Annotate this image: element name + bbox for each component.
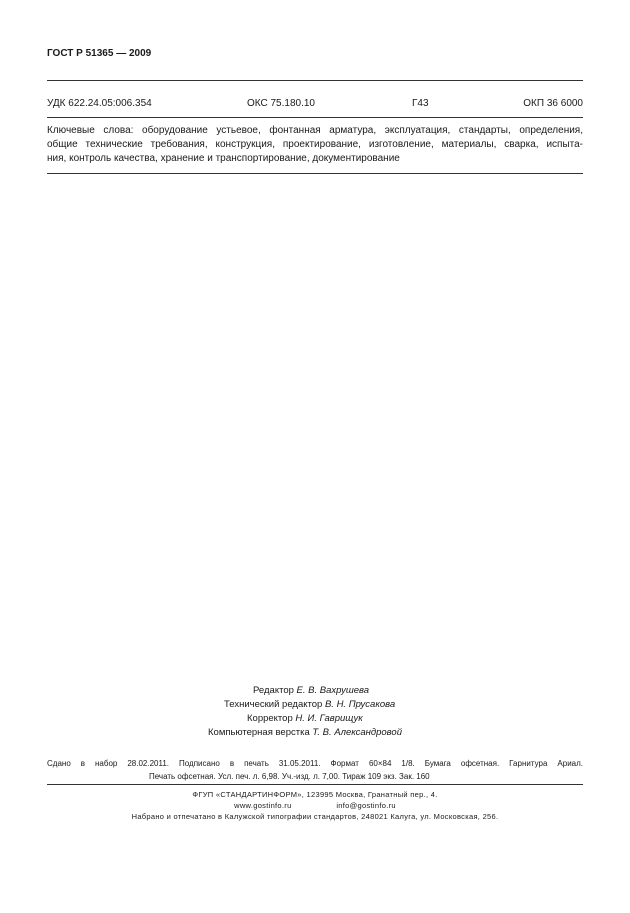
printer-info bbox=[0, 789, 630, 822]
keywords-line-2: общие технические требования, конструкция, проектирование, изготовление, материалы, сварка, испыта- bbox=[47, 139, 583, 150]
publication-line-1: Сдано в набор 28.02.2011. Подписано в печать 31.05.2011. Формат 60×84 1/8. Бумага офсетная. Гарнитура Ариал. bbox=[47, 759, 583, 768]
printer-address: ФГУП «СТАНДАРТИНФОРМ», 123995 Москва, Гранатный пер., 4. bbox=[192, 790, 438, 799]
tech-editor-role: Технический редактор bbox=[224, 699, 323, 710]
corrector-role: Корректор bbox=[247, 713, 293, 724]
tech-editor-name: В. Н. Прусакова bbox=[324, 699, 396, 710]
keywords-line-3: ния, контроль качества, хранение и транспортирование, документирование bbox=[47, 153, 400, 164]
publication-divider bbox=[47, 784, 583, 785]
printer-website[interactable]: www.gostinfo.ru bbox=[234, 801, 292, 810]
printer-contacts bbox=[0, 800, 630, 811]
editor-name: Е. В. Вахрушева bbox=[296, 685, 370, 696]
editor-line bbox=[253, 684, 369, 698]
classification-codes bbox=[47, 98, 583, 112]
publication-line-2: Печать офсетная. Усл. печ. л. 6,98. Уч.-изд. л. 7,00. Тираж 109 экз. Зак. 160 bbox=[149, 772, 430, 781]
g-code: Г43 bbox=[412, 98, 429, 109]
corrector-line bbox=[247, 712, 363, 726]
keywords-divider bbox=[47, 173, 583, 174]
udk-code: УДК 622.24.05:006.354 bbox=[47, 98, 152, 109]
publication-details bbox=[47, 757, 583, 783]
okp-code: ОКП 36 6000 bbox=[523, 98, 583, 109]
keywords-line-1: Ключевые слова: оборудование устьевое, фонтанная арматура, эксплуатация, стандарты, определения, bbox=[47, 125, 583, 136]
layout-line bbox=[208, 726, 402, 740]
printer-typography: Набрано и отпечатано в Калужской типографии стандартов, 248021 Калуга, ул. Московская, 256. bbox=[131, 812, 499, 821]
keywords-block bbox=[47, 124, 583, 166]
document-header-title: ГОСТ Р 51365 — 2009 bbox=[47, 48, 152, 59]
header-divider bbox=[47, 80, 583, 81]
printer-email[interactable]: info@gostinfo.ru bbox=[336, 801, 396, 810]
corrector-name: Н. И. Гаврищук bbox=[295, 713, 363, 724]
oks-code: ОКС 75.180.10 bbox=[247, 98, 315, 109]
tech-editor-line bbox=[224, 698, 395, 712]
codes-divider bbox=[47, 117, 583, 118]
layout-name: Т. В. Александровой bbox=[312, 727, 402, 738]
layout-role: Компьютерная верстка bbox=[208, 727, 310, 738]
editor-role: Редактор bbox=[253, 685, 294, 696]
